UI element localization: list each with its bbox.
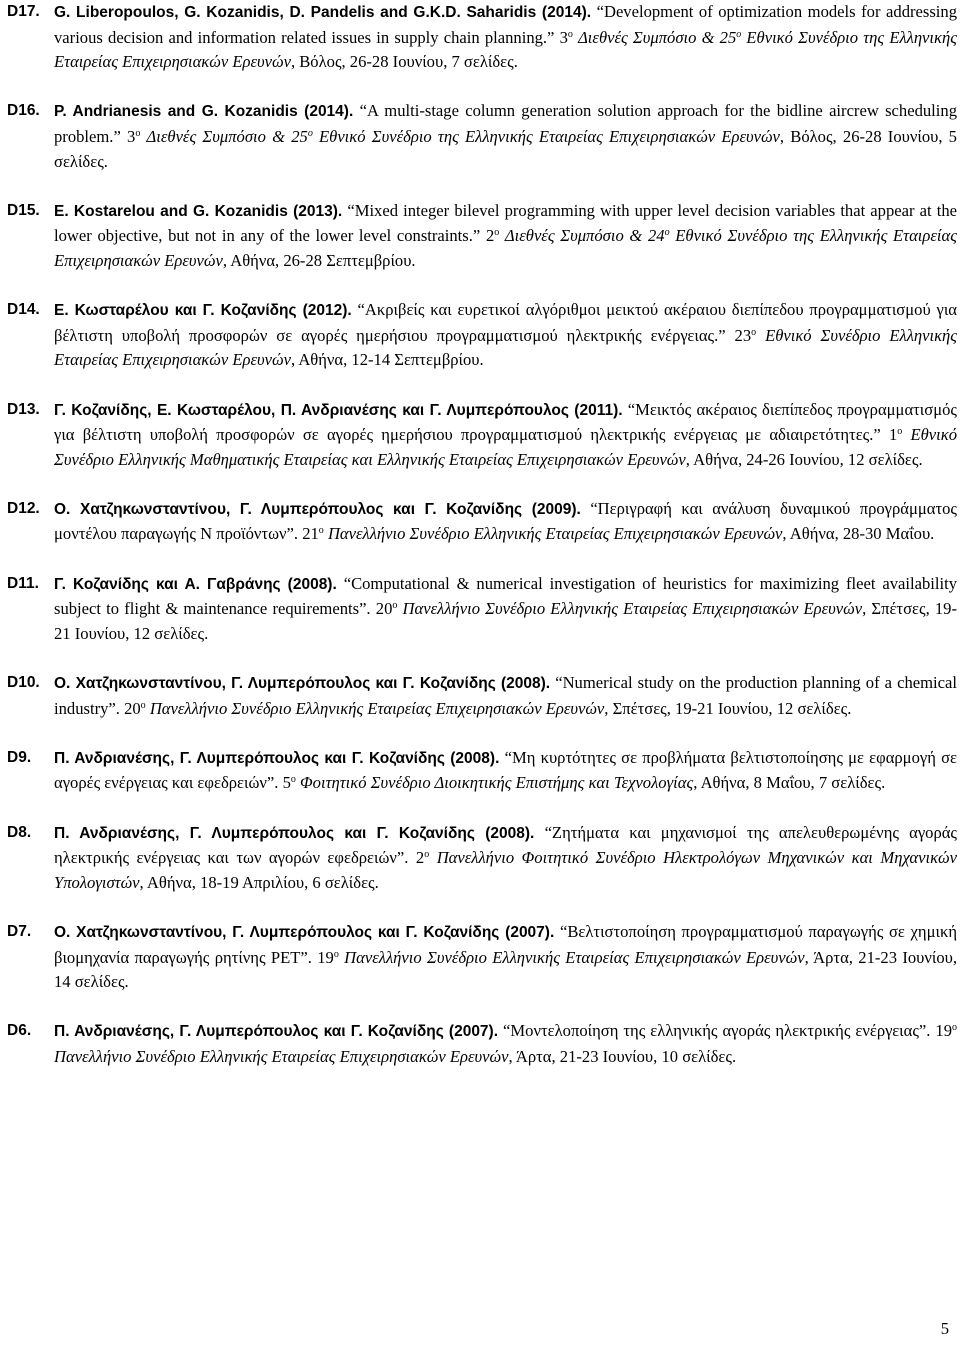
publication-entry [7, 572, 957, 647]
venue-prefix: Διεθνές Συμπόσιο & 25 [146, 126, 308, 146]
entry-title: “Mixed integer bilevel programming with upper level decision variables that appear at the lower objective, but not in any of the lower level constraints.” [54, 200, 957, 246]
ordinal-number: 2 [415, 848, 425, 868]
entry-id: D11. [7, 574, 39, 592]
ordinal-number: 23 [734, 325, 752, 345]
venue-name: Εθνικό Συνέδριο της Ελληνικής Εταιρείας Επιχειρησιακών Ερευνών [54, 27, 957, 72]
entry-id: D8. [7, 823, 32, 841]
ordinal-suffix: ο [290, 774, 296, 786]
ordinal-suffix: ο [333, 948, 339, 960]
ordinal-number: 19 [317, 947, 334, 967]
entry-id: D10. [7, 674, 40, 692]
ordinal-suffix: ο [567, 28, 573, 40]
publication-entry [7, 920, 957, 995]
entry-title: “Μοντελοποίηση της ελληνικής αγοράς ηλεκτρικής ενέργειας”. [503, 1021, 931, 1041]
entry-title: “Μεικτός ακέραιος διεπίπεδος προγραμματισμός για βέλτιστη υποβολή προσφορών σε αγορές ημερήσιου προγραμματισμού ηλεκτρικής ενέργειας με αδιαιρετότητες.” [54, 399, 957, 445]
entry-details: , Αθήνα, 8 Μαΐου, 7 σελίδες. [693, 773, 886, 793]
ordinal-suffix: ο [494, 227, 500, 239]
ordinal-number: 5 [282, 773, 291, 793]
venue-name: Φοιτητικό Συνέδριο Διοικητικής Επιστήμης και Τεχνολογίας [300, 773, 694, 793]
ordinal-number: 2 [485, 226, 495, 246]
entry-title: “Computational & numerical investigation of heuristics for maximizing fleet availability subject to flight & maintenance requirements”. [54, 573, 957, 619]
venue-name: Πανελλήνιο Φοιτητικό Συνέδριο Ηλεκτρολόγων Μηχανικών και Μηχανικών Υπολογιστών [54, 848, 957, 892]
entry-id: D12. [7, 499, 40, 517]
ordinal-suffix: ο [392, 600, 398, 612]
entry-title: “Numerical study on the production planning of a chemical industry”. [54, 673, 957, 718]
entry-authors: Γ. Κοζανίδης, Ε. Κωσταρέλου, Π. Ανδριανέσης και Γ. Λυμπερόπουλος (2011). [54, 401, 623, 419]
entry-authors: E. Kostarelou and G. Kozanidis (2013). [54, 202, 343, 220]
venue-name: Πανελλήνιο Συνέδριο Ελληνικής Εταιρείας Επιχειρησιακών Ερευνών [344, 947, 805, 967]
ordinal-suffix: ο [751, 326, 757, 338]
publication-entry [7, 199, 957, 274]
entry-id: D6. [7, 1022, 32, 1040]
entry-authors: P. Andrianesis and G. Kozanidis (2014). [54, 103, 354, 121]
entry-id: D9. [7, 748, 32, 766]
entry-details: , Άρτα, 21-23 Ιουνίου, 14 σελίδες. [54, 947, 957, 992]
entry-title: “Βελτιστοποίηση προγραμματισμού παραγωγής σε χημική βιομηχανία παραγωγής ρητίνης PET”. [54, 921, 957, 967]
entry-details: , Σπέτσες, 19-21 Ιουνίου, 12 σελίδες. [54, 599, 957, 643]
entry-authors: Ο. Χατζηκωνσταντίνου, Γ. Λυμπερόπουλος και Γ. Κοζανίδης (2007). [54, 923, 555, 941]
ordinal-suffix: ο [424, 849, 430, 861]
entry-details: , Αθήνα, 12-14 Σεπτεμβρίου. [290, 350, 484, 370]
entry-title: “Περιγραφή και ανάλυση δυναμικού προγράμματος μοντέλου παραγωγής Ν προϊόντων”. [54, 498, 957, 544]
entry-authors: Ο. Χατζηκωνσταντίνου, Γ. Λυμπερόπουλος και Γ. Κοζανίδης (2008). [54, 675, 551, 693]
publication-entry [7, 821, 957, 896]
publication-entry [7, 298, 957, 373]
ordinal-number: 3 [559, 27, 568, 47]
venue-ordinal-suffix: ο [736, 28, 742, 40]
publication-entry [7, 1019, 957, 1069]
publication-entry [7, 746, 957, 796]
publication-entry [7, 0, 957, 75]
venue-prefix: Διεθνές Συμπόσιο & 25 [578, 27, 737, 47]
entry-id: D13. [7, 400, 40, 418]
venue-name: Εθνικό Συνέδριο της Ελληνικής Εταιρείας Επιχειρησιακών Ερευνών [319, 126, 780, 146]
publication-entry [7, 497, 957, 547]
venue-name: Εθνικό Συνέδριο Ελληνικής Εταιρείας Επιχειρησιακών Ερευνών [54, 325, 958, 370]
entry-details: , Βόλος, 26-28 Ιουνίου, 5 σελίδες. [54, 126, 957, 171]
entry-title: “Development of optimization models for addressing various decision and information related issues in supply chain planning.” [54, 2, 957, 47]
entry-id: D7. [7, 922, 32, 940]
publication-list [7, 0, 957, 1094]
venue-ordinal-suffix: ο [664, 227, 670, 239]
entry-title: “A multi-stage column generation solution approach for the bidline aircrew scheduling problem.” [54, 101, 957, 146]
entry-authors: Ε. Κωσταρέλου και Γ. Κοζανίδης (2012). [54, 302, 352, 320]
ordinal-suffix: ο [135, 127, 141, 139]
entry-details: , Αθήνα, 26-28 Σεπτεμβρίου. [222, 250, 416, 270]
entry-details: , Αθήνα, 24-26 Ιουνίου, 12 σελίδες. [685, 449, 923, 469]
venue-name: Εθνικό Συνέδριο της Ελληνικής Εταιρείας Επιχειρησιακών Ερευνών [54, 226, 957, 270]
venue-name: Εθνικό Συνέδριο Ελληνικής Μαθηματικής Εταιρείας και Ελληνικής Εταιρείας Επιχειρησιακών Ερευνών [54, 425, 957, 469]
ordinal-suffix: ο [318, 525, 324, 537]
entry-id: D16. [7, 102, 40, 120]
ordinal-number: 20 [124, 698, 141, 718]
ordinal-number: 19 [935, 1021, 953, 1041]
entry-details: , Αθήνα, 18-19 Απριλίου, 6 σελίδες. [139, 872, 379, 892]
entry-title: “Ακριβείς και ευρετικοί αλγόριθμοι μεικτού ακέραιου διεπίπεδου προγραμματισμού για βέλτιστη υποβολή προσφορών σε αγορές ημερήσιου προγραμματισμού ηλεκτρικής ενέργειας.” [54, 300, 957, 345]
publication-entry [7, 398, 957, 473]
venue-name: Πανελλήνιο Συνέδριο Ελληνικής Εταιρείας Επιχειρησιακών Ερευνών [54, 1046, 509, 1066]
entry-details: , Αθήνα, 28-30 Μαΐου. [782, 524, 935, 544]
entry-id: D14. [7, 301, 40, 319]
ordinal-number: 3 [127, 126, 136, 146]
venue-ordinal-suffix: ο [307, 127, 313, 139]
entry-id: D17. [7, 3, 40, 20]
entry-details: , Βόλος, 26-28 Ιουνίου, 7 σελίδες. [290, 52, 518, 72]
entry-details: , Σπέτσες, 19-21 Ιουνίου, 12 σελίδες. [604, 698, 852, 718]
entry-title: “Ζητήματα και μηχανισμοί της απελευθερωμένης αγοράς ηλεκτρικής ενέργειας και των αγορών εφεδρειών”. [54, 822, 957, 868]
entry-authors: Π. Ανδριανέσης, Γ. Λυμπερόπουλος και Γ. Κοζανίδης (2007). [54, 1023, 499, 1041]
publication-entry [7, 671, 957, 721]
entry-authors: Γ. Κοζανίδης και Α. Γαβράνης (2008). [54, 575, 337, 593]
ordinal-suffix: ο [140, 699, 146, 711]
ordinal-suffix: ο [897, 426, 903, 438]
venue-name: Πανελλήνιο Συνέδριο Ελληνικής Εταιρείας Επιχειρησιακών Ερευνών [327, 524, 783, 544]
venue-prefix: Διεθνές Συμπόσιο & 24 [504, 226, 665, 246]
venue-name: Πανελλήνιο Συνέδριο Ελληνικής Εταιρείας Επιχειρησιακών Ερευνών [402, 599, 863, 619]
entry-authors: Ο. Χατζηκωνσταντίνου, Γ. Λυμπερόπουλος και Γ. Κοζανίδης (2009). [54, 500, 581, 518]
entry-authors: Π. Ανδριανέσης, Γ. Λυμπερόπουλος και Γ. Κοζανίδης (2008). [54, 749, 500, 767]
ordinal-number: 20 [375, 599, 393, 619]
entry-title: “Μη κυρτότητες σε προβλήματα βελτιστοποίησης με εφαρμογή σε αγορές ενέργειας και εφεδρειών”. [54, 747, 957, 793]
entry-id: D15. [7, 201, 40, 219]
venue-name: Πανελλήνιο Συνέδριο Ελληνικής Εταιρείας Επιχειρησιακών Ερευνών [149, 698, 605, 718]
entry-authors: G. Liberopoulos, G. Kozanidis, D. Pandelis and G.K.D. Saharidis (2014). [54, 4, 592, 21]
ordinal-number: 21 [302, 524, 319, 544]
ordinal-suffix: ο [952, 1022, 958, 1034]
publication-entry [7, 99, 957, 174]
ordinal-number: 1 [888, 425, 898, 445]
entry-details: , Άρτα, 21-23 Ιουνίου, 10 σελίδες. [508, 1046, 737, 1066]
entry-authors: Π. Ανδριανέσης, Γ. Λυμπερόπουλος και Γ. Κοζανίδης (2008). [54, 824, 535, 842]
page-number: 5 [940, 1319, 949, 1338]
